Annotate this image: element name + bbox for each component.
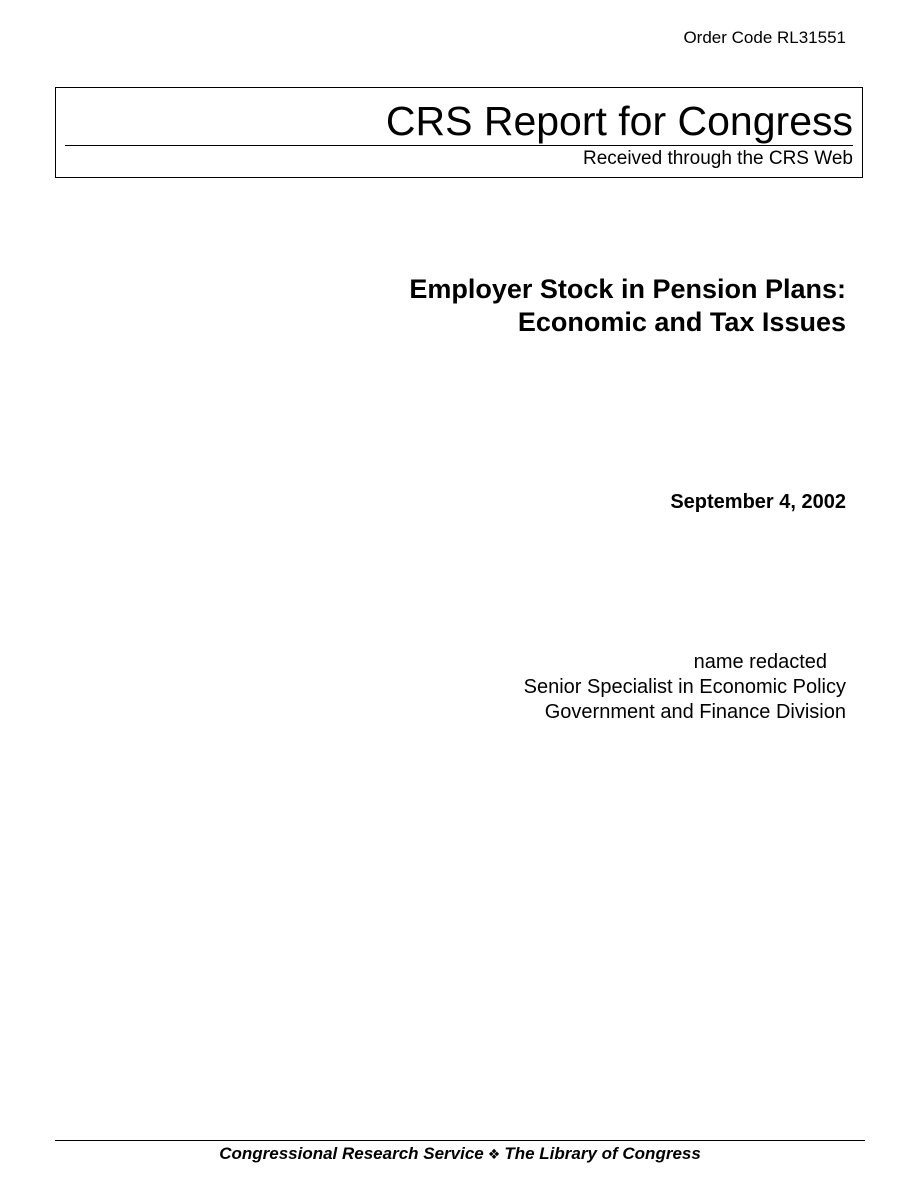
order-code: Order Code RL31551 [683,28,846,47]
footer-divider [55,1140,865,1141]
document-title-line-1: Employer Stock in Pension Plans: [409,274,846,304]
header-divider [65,145,853,146]
footer-left-text: Congressional Research Service [219,1144,484,1163]
author-block [524,650,846,725]
author-position: Senior Specialist in Economic Policy [523,676,846,698]
footer-right-text: The Library of Congress [504,1144,701,1163]
footer-separator-icon: ❖ [487,1147,501,1163]
footer [0,1143,920,1166]
report-header-box [55,87,863,178]
document-title-line-2: Economic and Tax Issues [517,307,846,337]
author-name: name redacted [693,651,827,673]
document-title [409,273,846,339]
report-header-subtitle: Received through the CRS Web [582,148,853,169]
document-date: September 4, 2002 [670,491,846,513]
author-division: Government and Finance Division [544,701,846,723]
report-header-title: CRS Report for Congress [385,98,853,144]
